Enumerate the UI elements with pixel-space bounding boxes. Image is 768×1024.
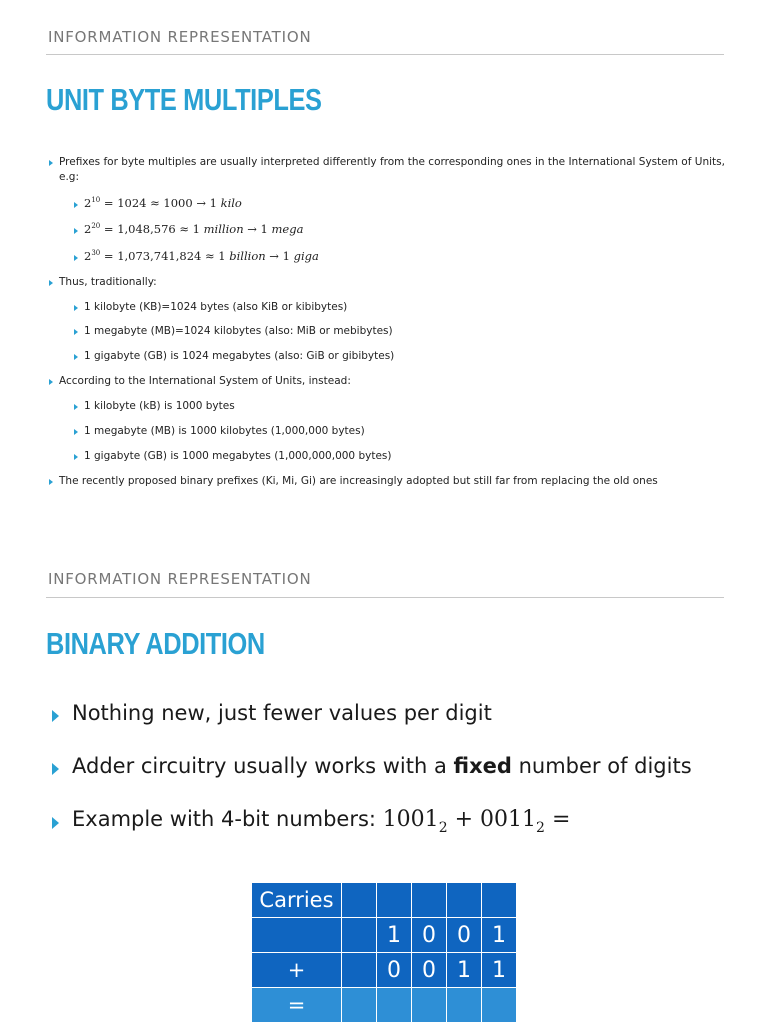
digit-cell: 0 — [377, 953, 412, 988]
bullet-arrow-icon — [49, 479, 53, 485]
list-item: 1 kilobyte (KB)=1024 bytes (also KiB or kibibytes) — [84, 301, 348, 313]
bullet-arrow-icon — [52, 817, 59, 829]
table-row — [252, 988, 517, 1023]
spacer-cell — [342, 988, 377, 1023]
digit-cell — [482, 988, 517, 1023]
digit-cell: 0 — [412, 953, 447, 988]
digit-cell — [447, 988, 482, 1023]
row-label: Carries — [252, 883, 342, 918]
digit-cell — [482, 883, 517, 918]
bullet-arrow-icon — [74, 354, 78, 360]
table-row — [252, 953, 517, 988]
bullet-arrow-icon — [52, 710, 59, 722]
spacer-cell — [342, 918, 377, 953]
table-row — [252, 918, 517, 953]
digit-cell: 0 — [412, 918, 447, 953]
digit-cell — [412, 988, 447, 1023]
slide-binary-addition — [0, 540, 768, 1024]
bullet-arrow-icon — [74, 329, 78, 335]
digit-cell: 0 — [447, 918, 482, 953]
list-item: 1 megabyte (MB) is 1000 kilobytes (1,000,000 bytes) — [84, 425, 365, 437]
spacer-cell — [342, 883, 377, 918]
bullet-arrow-icon — [49, 379, 53, 385]
slide-title: BINARY ADDITION — [46, 626, 265, 661]
bullet-arrow-icon — [49, 280, 53, 286]
row-label: = — [252, 988, 342, 1023]
bullet-arrow-icon — [74, 454, 78, 460]
row-label — [252, 918, 342, 953]
binary-addition-table — [251, 882, 517, 1023]
bullet-traditionally: Thus, traditionally: — [59, 276, 157, 288]
bullet-fixed-digits: Adder circuitry usually works with a fixed number of digits — [72, 754, 692, 778]
bullet-example: Example with 4-bit numbers: $1001_2 + 0011_2$ = — [72, 807, 571, 836]
digit-cell — [412, 883, 447, 918]
header-divider — [46, 597, 724, 598]
table-row — [252, 883, 517, 918]
list-item: 1 megabyte (MB)=1024 kilobytes (also: MiB or mebibytes) — [84, 325, 393, 337]
bullet-binary-prefixes: The recently proposed binary prefixes (Ki, Mi, Gi) are increasingly adopted but still far from replacing the old ones — [59, 475, 658, 487]
digit-cell: 1 — [482, 953, 517, 988]
bullet-arrow-icon — [74, 404, 78, 410]
bullet-arrow-icon — [74, 255, 78, 261]
bullet-nothing-new: Nothing new, just fewer values per digit — [72, 701, 492, 725]
math-kilo: $2^{10} = 1024 \approx 1000 \to 1$ kilo — [84, 196, 242, 210]
section-header: INFORMATION REPRESENTATION — [48, 570, 312, 588]
list-item: 1 gigabyte (GB) is 1024 megabytes (also: GiB or gibibytes) — [84, 350, 395, 362]
list-item: 1 gigabyte (GB) is 1000 megabytes (1,000,000,000 bytes) — [84, 450, 392, 462]
digit-cell — [377, 988, 412, 1023]
math-giga: $2^{30} = 1,073,741,824 \approx 1$ billion → 1 giga — [84, 249, 319, 263]
row-label: + — [252, 953, 342, 988]
bullet-arrow-icon — [74, 202, 78, 208]
digit-cell: 1 — [447, 953, 482, 988]
bullet-prefixes: Prefixes for byte multiples are usually interpreted differently from the corresponding ones in the International System of Units, e.g: — [59, 156, 725, 183]
header-divider — [46, 54, 724, 55]
bullet-arrow-icon — [74, 429, 78, 435]
bullet-si: According to the International System of Units, instead: — [59, 375, 351, 387]
math-mega: $2^{20} = 1,048,576 \approx 1$ million → 1 mega — [84, 222, 304, 236]
section-header: INFORMATION REPRESENTATION — [48, 28, 312, 46]
digit-cell — [447, 883, 482, 918]
slide-title: UNIT BYTE MULTIPLES — [46, 82, 322, 117]
digit-cell: 1 — [377, 918, 412, 953]
bullet-arrow-icon — [52, 763, 59, 775]
digit-cell: 1 — [482, 918, 517, 953]
spacer-cell — [342, 953, 377, 988]
bullet-arrow-icon — [49, 160, 53, 166]
bullet-arrow-icon — [74, 228, 78, 234]
bullet-arrow-icon — [74, 305, 78, 311]
list-item: 1 kilobyte (kB) is 1000 bytes — [84, 400, 235, 412]
digit-cell — [377, 883, 412, 918]
